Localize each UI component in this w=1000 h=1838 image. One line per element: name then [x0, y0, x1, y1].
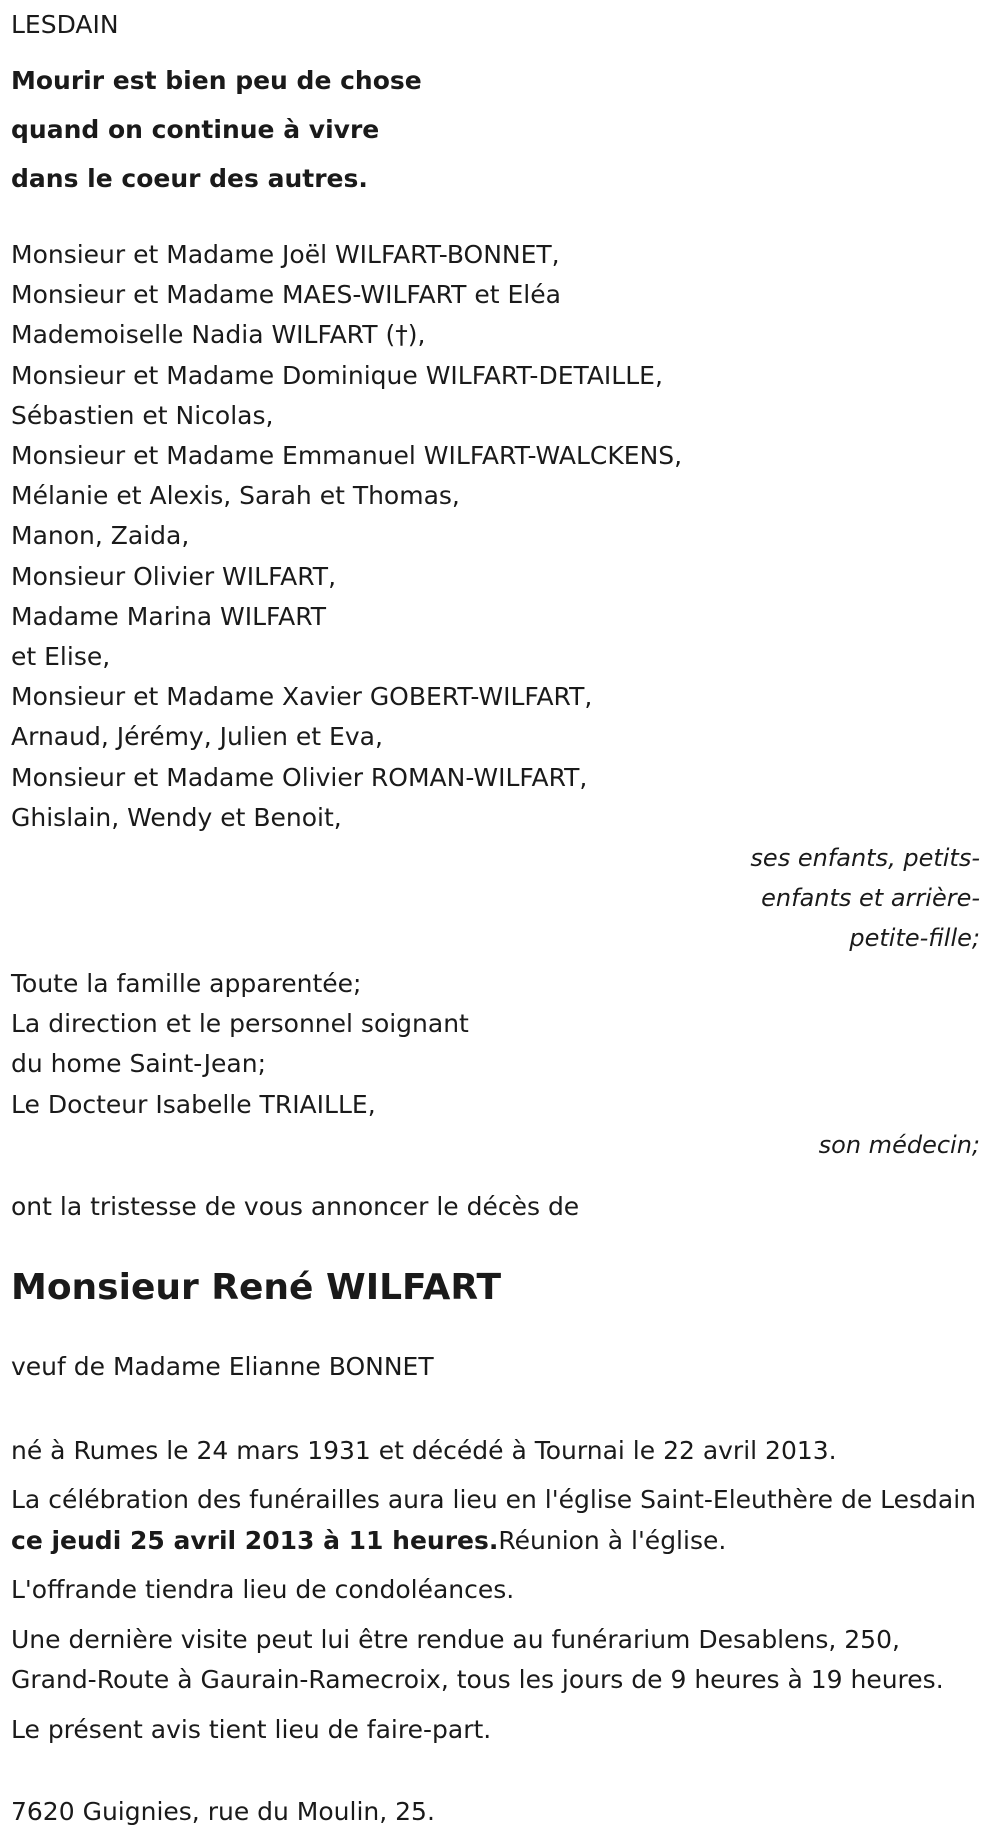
town-name: LESDAIN	[11, 10, 119, 39]
doctor-role-note: son médecin;	[818, 1130, 980, 1159]
widow-of: veuf de Madame Elianne BONNET	[11, 1351, 434, 1381]
family-role-line: enfants et arrière-	[761, 884, 980, 913]
family-line: Mélanie et Alexis, Sarah et Thomas,	[11, 481, 460, 511]
family-line: Mademoiselle Nadia WILFART (†),	[11, 320, 426, 350]
family-role-note	[11, 838, 980, 958]
family-address: 7620 Guignies, rue du Moulin, 25.	[11, 1797, 435, 1827]
visit-info: Une dernière visite peut lui être rendue au funérarium Desablens, 250, Grand-Route à Gaurain-Ramecroix, tous les jours de 9 heures à 19 heures.	[11, 1624, 944, 1695]
family-role-line: petite-fille;	[849, 924, 980, 953]
notice-info: Le présent avis tient lieu de faire-part.	[11, 1714, 492, 1744]
family-list	[11, 235, 980, 838]
others-line: Toute la famille apparentée;	[11, 969, 362, 999]
family-line: Monsieur et Madame Emmanuel WILFART-WALCKENS,	[11, 441, 683, 471]
offering-info: L'offrande tiendra lieu de condoléances.	[11, 1575, 515, 1605]
family-line: Monsieur et Madame MAES-WILFART et Eléa	[11, 280, 561, 310]
family-line: Monsieur Olivier WILFART,	[11, 561, 337, 591]
family-line: et Elise,	[11, 642, 111, 672]
funeral-info	[11, 1480, 980, 1561]
family-line: Arnaud, Jérémy, Julien et Eva,	[11, 722, 383, 752]
family-line: Monsieur et Madame Joël WILFART-BONNET,	[11, 240, 560, 269]
others-list	[11, 964, 980, 1125]
family-role-line: ses enfants, petits-	[750, 844, 980, 873]
family-line: Ghislain, Wendy et Benoit,	[11, 802, 342, 832]
deceased-name: Monsieur René WILFART	[11, 1266, 502, 1308]
family-line: Manon, Zaida,	[11, 521, 190, 551]
quote-line: Mourir est bien peu de chose	[11, 66, 422, 95]
family-line: Sébastien et Nicolas,	[11, 400, 274, 430]
funeral-meeting: Réunion à l'église.	[498, 1525, 727, 1555]
family-line: Madame Marina WILFART	[11, 601, 327, 631]
funeral-date: ce jeudi 25 avril 2013 à 11 heures.	[11, 1525, 499, 1555]
birth-death-info: né à Rumes le 24 mars 1931 et décédé à Tournai le 22 avril 2013.	[11, 1435, 837, 1465]
others-line: du home Saint-Jean;	[11, 1049, 267, 1079]
others-line: Le Docteur Isabelle TRIAILLE,	[11, 1089, 376, 1119]
others-line: La direction et le personnel soignant	[11, 1009, 469, 1039]
quote-line: quand on continue à vivre	[11, 115, 380, 144]
family-line: Monsieur et Madame Olivier ROMAN-WILFART,	[11, 762, 588, 792]
quote	[11, 56, 980, 203]
family-line: Monsieur et Madame Xavier GOBERT-WILFART,	[11, 682, 593, 712]
quote-line: dans le coeur des autres.	[11, 164, 368, 193]
funeral-text: La célébration des funérailles aura lieu en l'église Saint-Eleuthère de Lesdain	[11, 1485, 977, 1515]
announcement: ont la tristesse de vous annoncer le décès de	[11, 1191, 580, 1221]
family-line: Monsieur et Madame Dominique WILFART-DETAILLE,	[11, 360, 663, 390]
